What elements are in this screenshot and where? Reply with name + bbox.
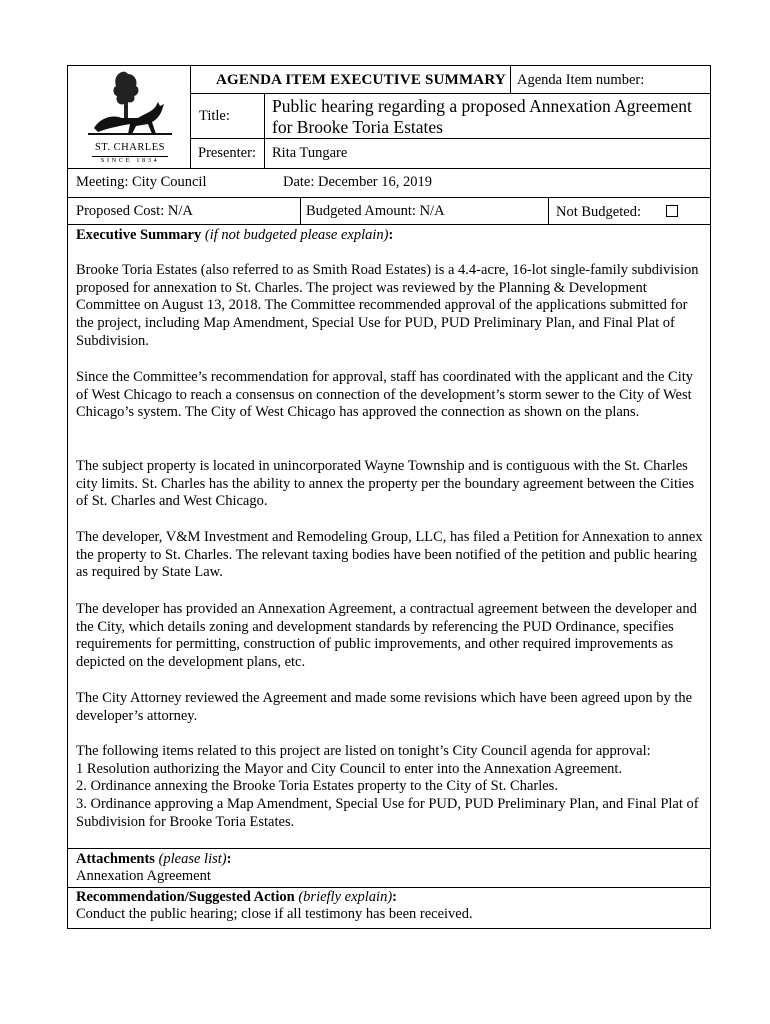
not-budgeted-checkbox[interactable]: [666, 205, 678, 217]
col-divider: [300, 197, 301, 225]
presenter-value: Rita Tungare: [272, 145, 348, 161]
date-value: Date: December 16, 2019: [283, 174, 432, 190]
row-divider: [67, 197, 711, 198]
summary-paragraph: Since the Committee’s recommendation for approval, staff has coordinated with the applicant and the City of West Chicago to reach a consensus on connection of the development’s storm sewer to the City of West Chicago’s system. The City of West Chicago has approved the connection as shown on the plans.: [76, 369, 694, 421]
summary-paragraph: The developer, V&M Investment and Remodeling Group, LLC, has filed a Petition for Annexation to annex the property to St. Charles. The relevant taxing bodies have been notified of the petition and public hearing as required by State Law.: [76, 529, 703, 581]
recommendation-label: Recommendation/Suggested Action: [76, 889, 295, 905]
summary-paragraph: The subject property is located in unincorporated Wayne Township and is contiguous with the St. Charles city limits. St. Charles has the ability to annex the property per the boundary agreement between the Cities of St. Charles and West Chicago.: [76, 458, 695, 510]
row-divider: [190, 93, 711, 94]
not-budgeted-label: Not Budgeted:: [556, 204, 641, 220]
logo-city-name: ST. CHARLES: [94, 142, 166, 153]
title-value: Public hearing regarding a proposed Annexation Agreement for Brooke Toria Estates: [272, 96, 692, 137]
presenter-label: Presenter:: [198, 145, 256, 161]
form-heading: AGENDA ITEM EXECUTIVE SUMMARY: [216, 72, 506, 88]
agenda-items-intro: The following items related to this project are listed on tonight’s City Council agenda for approval:: [76, 743, 651, 759]
attachments-heading: [76, 851, 231, 868]
attachments-value: Annexation Agreement: [76, 868, 211, 884]
executive-summary-label: Executive Summary: [76, 227, 202, 243]
recommendation-colon: :: [392, 889, 397, 905]
col-divider: [190, 65, 191, 169]
agenda-item: 1 Resolution authorizing the Mayor and City Council to enter into the Annexation Agreement.: [76, 760, 623, 777]
fox-tree-emblem-icon: [86, 68, 174, 140]
agenda-item-label: Agenda Item number:: [517, 72, 645, 88]
meeting-value: Meeting: City Council: [76, 174, 207, 190]
row-divider: [67, 168, 711, 169]
recommendation-heading: [76, 889, 397, 906]
title-label: Title:: [199, 108, 230, 124]
row-divider: [67, 224, 711, 225]
city-logo: [86, 68, 174, 166]
logo-since: SINCE 1834: [100, 157, 160, 164]
executive-summary-heading: [76, 227, 393, 244]
col-divider: [510, 65, 511, 94]
summary-paragraph: The City Attorney reviewed the Agreement and made some revisions which have been agreed upon by the developer’s attorney.: [76, 690, 693, 724]
agenda-items-block: [76, 743, 704, 832]
row-divider: [67, 848, 711, 849]
row-divider: [67, 887, 711, 888]
recommendation-value: Conduct the public hearing; close if all testimony has been received.: [76, 906, 473, 922]
attachments-label: Attachments: [76, 851, 155, 867]
executive-summary-colon: :: [388, 227, 394, 243]
attachments-colon: :: [226, 851, 232, 867]
agenda-item: 2. Ordinance annexing the Brooke Toria Estates property to the City of St. Charles.: [76, 778, 558, 795]
row-divider: [190, 138, 711, 139]
recommendation-hint: (briefly explain): [298, 889, 393, 905]
agenda-item: 3. Ordinance approving a Map Amendment, Special Use for PUD, PUD Preliminary Plan, and Final Plat of Subdivision for Brooke Toria Estates.: [76, 796, 699, 830]
attachments-hint: (please list): [158, 851, 227, 867]
col-divider: [264, 93, 265, 169]
summary-paragraph: The developer has provided an Annexation Agreement, a contractual agreement between the developer and the City, which details zoning and development standards by referencing the PUD Ordinance, specifies requirements for permitting, construction of public improvements, and other required improvements as depicted on the development plans, etc.: [76, 601, 697, 671]
col-divider: [548, 197, 549, 225]
budgeted-amount: Budgeted Amount: N/A: [306, 203, 445, 219]
executive-summary-hint: (if not budgeted please explain): [204, 227, 389, 243]
proposed-cost: Proposed Cost: N/A: [76, 203, 193, 219]
summary-paragraph: Brooke Toria Estates (also referred to as Smith Road Estates) is a 4.4-acre, 16-lot single-family subdivision proposed for annexation to St. Charles. The project was reviewed by the Planning & Development Committee on August 13, 2018. The Committee recommended approval of the applications submitted for the project, including Map Amendment, Special Use for PUD, PUD Preliminary Plan, and Final Plat of Subdivision.: [76, 262, 699, 349]
